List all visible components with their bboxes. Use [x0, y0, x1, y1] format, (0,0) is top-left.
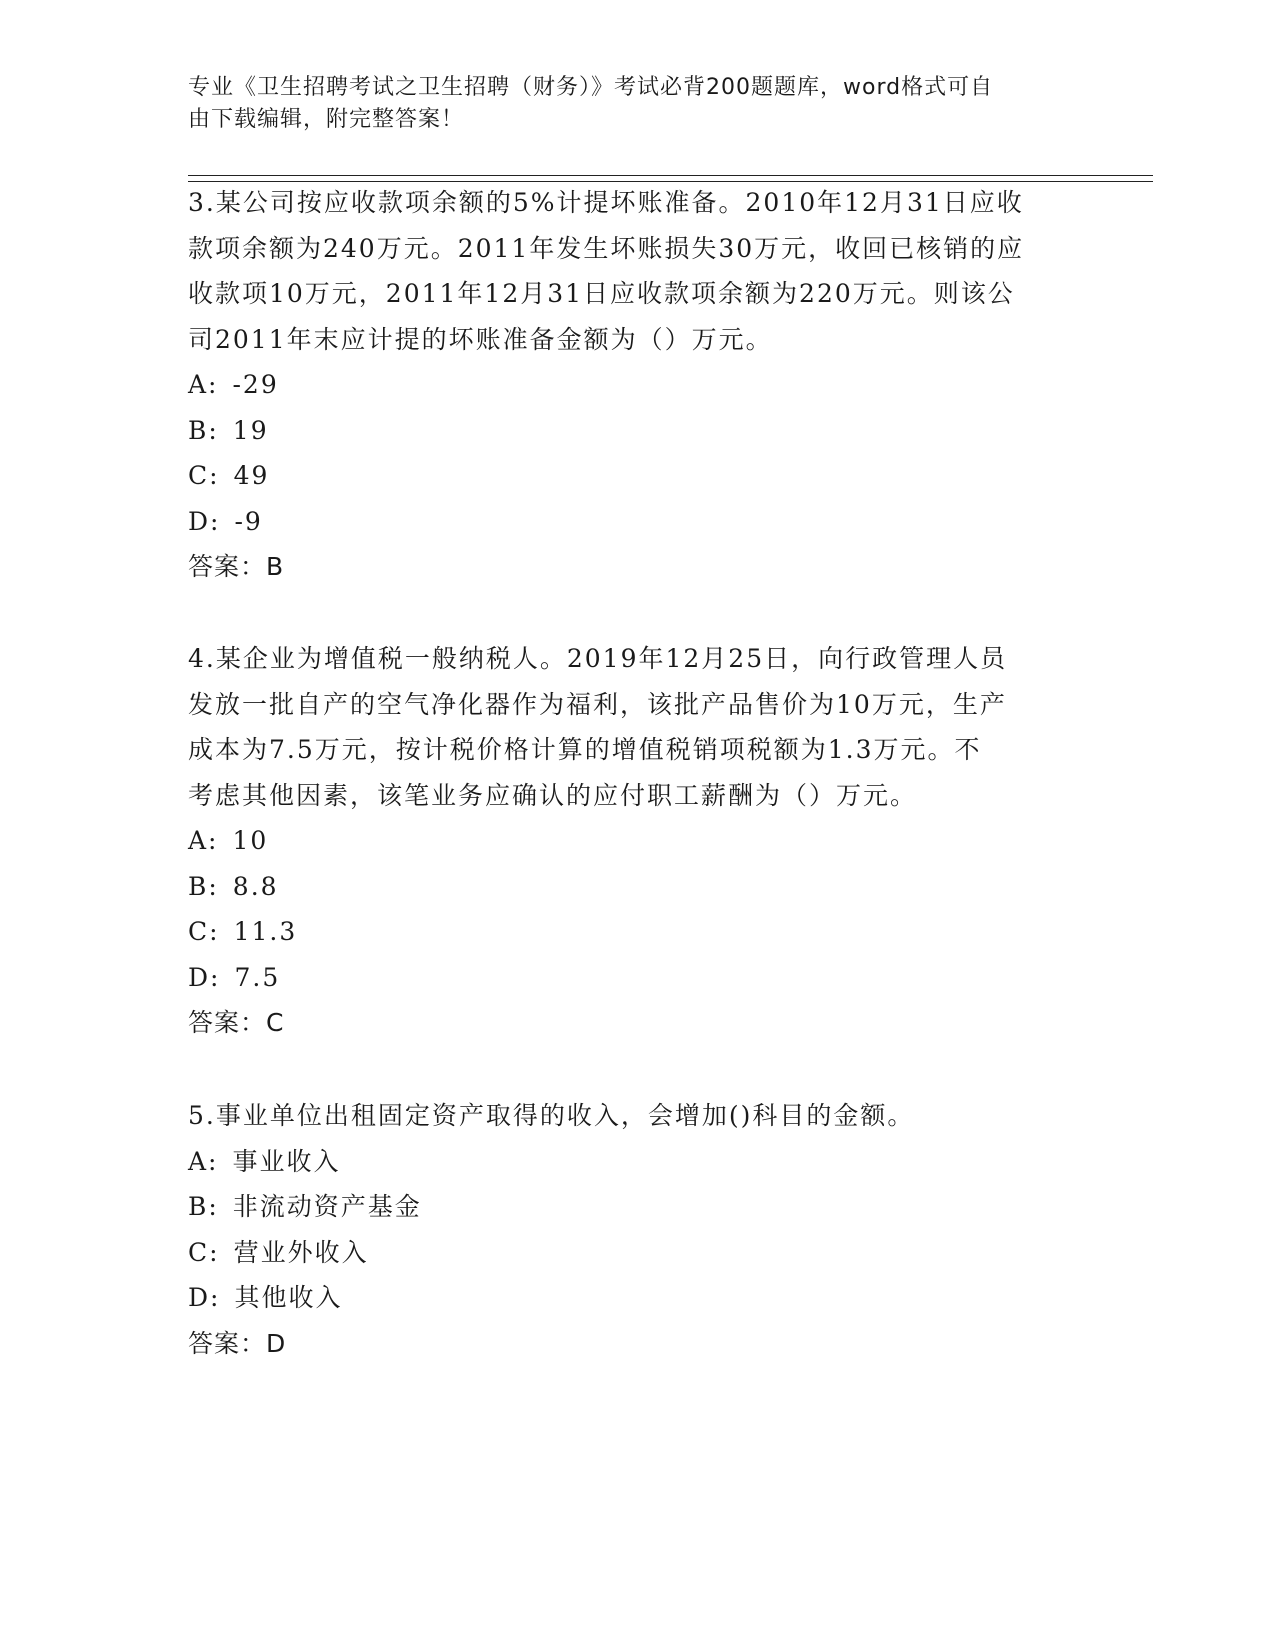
question-line: 4.某企业为增值税一般纳税人。2019年12月25日，向行政管理人员	[188, 644, 1008, 673]
question-3	[188, 180, 1088, 590]
option-label: D:	[188, 1283, 221, 1312]
option-a	[188, 362, 1088, 408]
question-line: 考虑其他因素，该笔业务应确认的应付职工薪酬为（）万元。	[188, 780, 918, 810]
option-value: 19	[232, 415, 269, 445]
option-c	[188, 453, 1088, 499]
option-c	[188, 909, 1088, 955]
question-line: 3.某公司按应收款项余额的5%计提坏账准备。2010年12月31日应收	[188, 188, 1024, 217]
question-4	[188, 636, 1088, 1046]
option-value: -29	[232, 370, 279, 399]
question-line: 司2011年末应计提的坏账准备金额为（）万元。	[188, 324, 773, 354]
option-label: A:	[188, 370, 219, 399]
question-line: 成本为7.5万元，按计税价格计算的增值税销项税额为1.3万元。不	[188, 735, 982, 764]
document-header	[188, 72, 1068, 136]
option-b	[188, 864, 1088, 910]
header-divider-top	[188, 175, 1153, 176]
question-line: 5.事业单位出租固定资产取得的收入，会增加()科目的金额。	[188, 1101, 915, 1130]
option-value: 营业外收入	[233, 1237, 369, 1267]
question-line: 款项余额为240万元。2011年发生坏账损失30万元，收回已核销的应	[188, 233, 1025, 263]
option-label: A:	[188, 826, 219, 855]
option-d	[188, 1275, 1088, 1321]
option-value: 7.5	[234, 962, 281, 992]
option-value: 11.3	[233, 917, 298, 946]
option-d	[188, 955, 1088, 1001]
option-a	[188, 818, 1088, 864]
option-d	[188, 499, 1088, 545]
option-value: 非流动资产基金	[232, 1192, 422, 1221]
option-label: D:	[188, 962, 221, 992]
option-label: D:	[188, 506, 221, 536]
answer-line: 答案：C	[188, 1008, 285, 1037]
header-line-2: 由下载编辑，附完整答案！	[188, 107, 465, 132]
option-b	[188, 1184, 1088, 1230]
option-value: 8.8	[232, 871, 279, 901]
option-label: B:	[188, 1192, 219, 1221]
question-line: 发放一批自产的空气净化器作为福利，该批产品售价为10万元，生产	[188, 689, 1007, 719]
option-label: C:	[188, 1237, 220, 1267]
option-label: A:	[188, 1146, 219, 1176]
header-line-1: 专业《卫生招聘考试之卫生招聘（财务）》考试必背200题题库，word格式可自	[188, 75, 994, 100]
option-value: 其他收入	[234, 1283, 343, 1312]
option-value: -9	[234, 506, 263, 536]
option-b	[188, 408, 1088, 454]
option-value: 49	[233, 461, 270, 490]
option-label: B:	[188, 871, 219, 901]
question-5	[188, 1093, 1088, 1366]
option-a	[188, 1139, 1088, 1185]
option-value: 事业收入	[232, 1146, 341, 1176]
answer-line: 答案：D	[188, 1328, 287, 1358]
option-value: 10	[232, 826, 269, 855]
option-label: C:	[188, 917, 220, 946]
option-label: B:	[188, 415, 219, 445]
question-line: 收款项10万元，2011年12月31日应收款项余额为220万元。则该公	[188, 279, 1015, 308]
option-c	[188, 1230, 1088, 1276]
answer-line: 答案：B	[188, 552, 285, 581]
option-label: C:	[188, 461, 220, 490]
